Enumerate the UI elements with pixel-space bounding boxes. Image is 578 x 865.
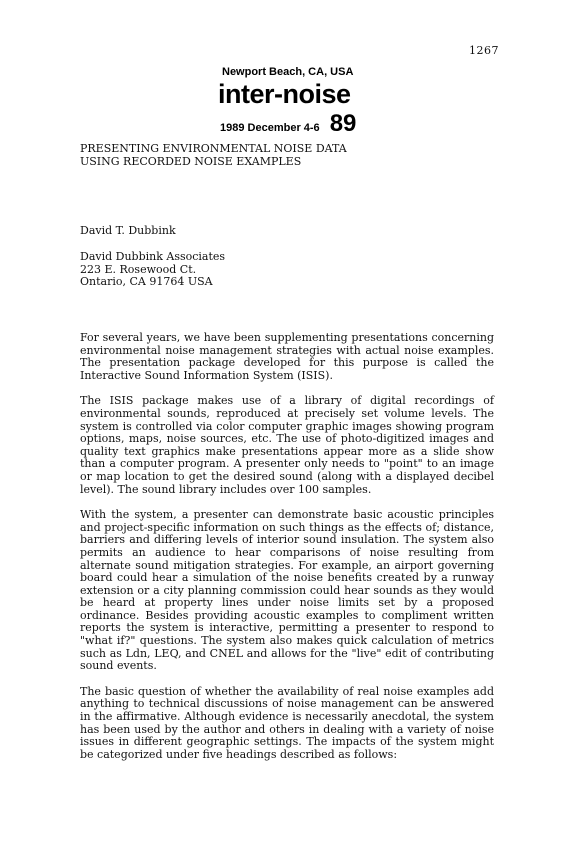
page-number: 1267 xyxy=(469,44,499,57)
conference-dates-row xyxy=(216,112,376,136)
conference-header xyxy=(216,66,376,136)
affiliation-line: Ontario, CA 91764 USA xyxy=(80,275,213,289)
paper-title xyxy=(80,143,494,168)
conference-year-mark: 89 xyxy=(329,110,357,137)
body-text xyxy=(80,332,494,774)
paragraph: For several years, we have been supplementing presentations concerning environmental noise management strategies with actual noise examples. The presentation package developed for this purpose is called the Interactive Sound Information System (ISIS). xyxy=(80,331,494,382)
conference-location: Newport Beach, CA, USA xyxy=(222,66,354,78)
paragraph: The basic question of whether the availability of real noise examples add anything to technical discussions of noise management can be answered in the affirmative. Although evidence is necessarily anecdotal, the system has been used by the author and others in dealing with a variety of noise issues in different geographic settings. The impacts of the system might be categorized under five headings described as follows: xyxy=(80,684,494,761)
affiliation-line: David Dubbink Associates xyxy=(80,250,226,263)
title-line: USING RECORDED NOISE EXAMPLES xyxy=(80,154,302,168)
title-line: PRESENTING ENVIRONMENTAL NOISE DATA xyxy=(80,142,347,155)
affiliation-line: 223 E. Rosewood Ct. xyxy=(80,262,197,276)
conference-logo: inter-noise xyxy=(218,79,351,109)
author-name: David T. Dubbink xyxy=(80,224,176,237)
paragraph: The ISIS package makes use of a library of digital recordings of environmental sounds, reproduced at precisely set volume levels. The system is controlled via color computer graphic images showing program options, maps, noise sources, etc. The use of photo-digitized images and quality text graphics make presentations appear more as a slide show than a computer program. A presenter only needs to "point" to an image or map location to get the desired sound (along with a displayed decibel level). The sound library includes over 100 samples. xyxy=(80,394,494,496)
conference-dates: 1989 December 4-6 xyxy=(220,122,320,134)
paragraph: With the system, a presenter can demonstrate basic acoustic principles and project-specific information on such things as the effects of; distance, barriers and differing levels of interior sound insulation. The system also permits an audience to hear comparisons of noise resulting from alternate sound mitigation strategies. For example, an airport governing board could hear a simulation of the noise benefits created by a runway extension or a city planning commission could hear sounds as they would be heard at property lines under noise limits set by a proposed ordinance. Besides providing acoustic examples to compliment written reports the system is interactive, permitting a presenter to respond to "what if?" questions. The system also makes quick calculation of metrics such as Ldn, LEQ, and CNEL and allows for the "live" edit of contributing sound events. xyxy=(80,508,494,673)
author-affiliation xyxy=(80,251,494,289)
